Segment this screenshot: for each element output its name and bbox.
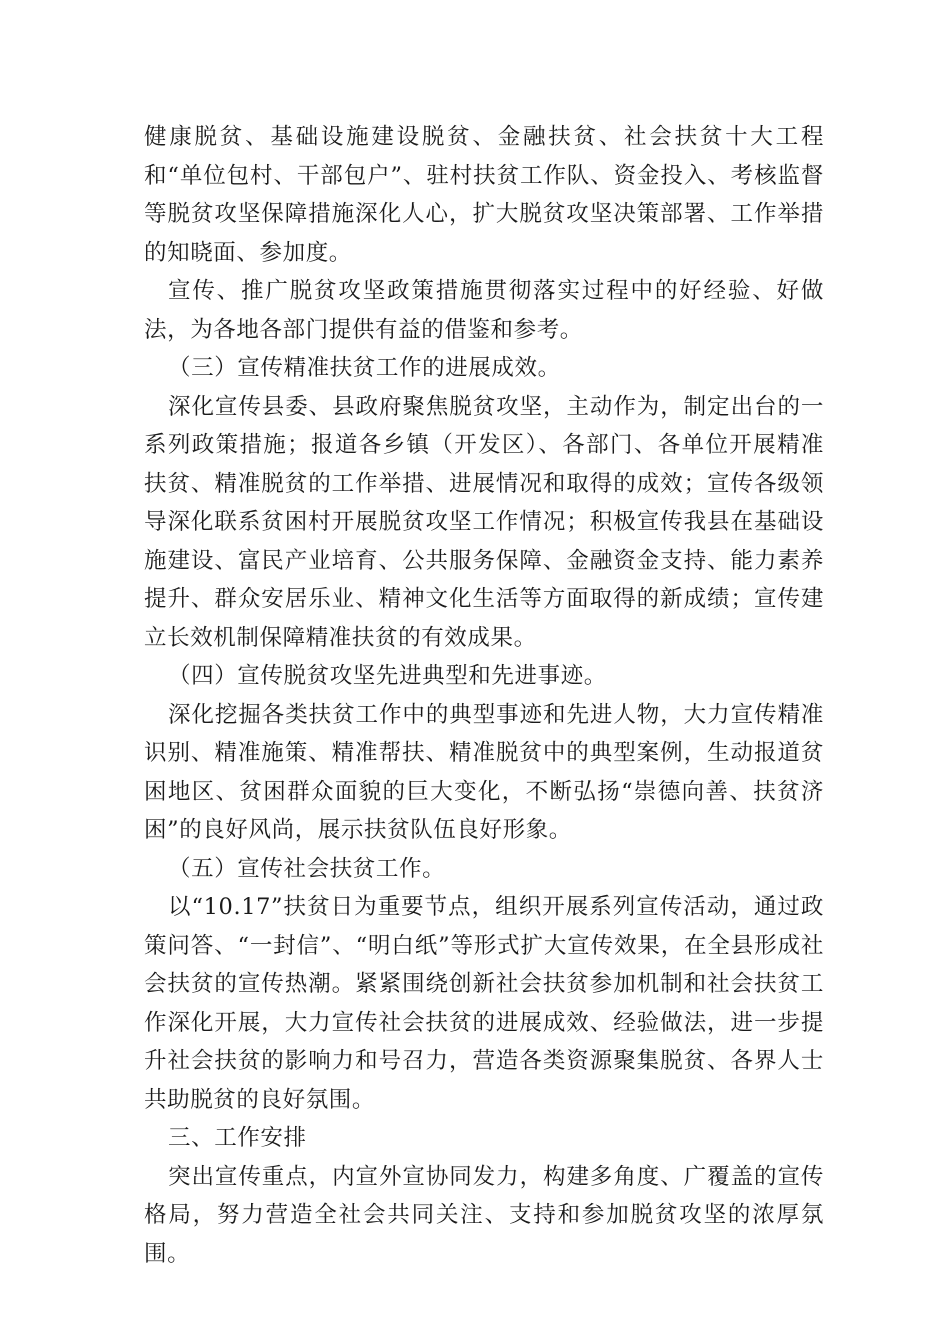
paragraph: 深化挖掘各类扶贫工作中的典型事迹和先进人物，大力宣传精准识别、精准施策、精准帮扶、精准脱贫中的典型案例，生动报道贫困地区、贫困群众面貌的巨大变化，不断弘扬“崇德向善、扶贫济困”的良好风尚，展示扶贫队伍良好形象。	[144, 701, 824, 843]
paragraph: 健康脱贫、基础设施建设脱贫、金融扶贫、社会扶贫十大工程和“单位包村、干部包户”、驻村扶贫工作队、资金投入、考核监督等脱贫攻坚保障措施深化人心，扩大脱贫攻坚决策部署、工作举措的知晓面、参加度。	[144, 124, 824, 266]
section-heading: （五）宣传社会扶贫工作。	[168, 855, 446, 882]
paragraph: 突出宣传重点，内宣外宣协同发力，构建多角度、广覆盖的宣传格局，努力营造全社会共同关注、支持和参加脱贫攻坚的浓厚氛围。	[144, 1163, 824, 1267]
paragraph: 深化宣传县委、县政府聚焦脱贫攻坚，主动作为，制定出台的一系列政策措施；报道各乡镇（开发区）、各部门、各单位开展精准扶贫、精准脱贫的工作举措、进展情况和取得的成效；宣传各级领导深化联系贫困村开展脱贫攻坚工作情况；积极宣传我县在基础设施建设、富民产业培育、公共服务保障、金融资金支持、能力素养提升、群众安居乐业、精神文化生活等方面取得的新成绩；宣传建立长效机制保障精准扶贫的有效成果。	[144, 393, 824, 651]
section-heading: 三、工作安排	[168, 1125, 307, 1151]
document-body	[144, 118, 824, 1273]
section-heading: （三）宣传精准扶贫工作的进展成效。	[168, 355, 561, 381]
paragraph: 宣传、推广脱贫攻坚政策措施贯彻落实过程中的好经验、好做法，为各地各部门提供有益的借鉴和参考。	[144, 278, 824, 343]
section-heading: （四）宣传脱贫攻坚先进典型和先进事迹。	[168, 663, 607, 689]
paragraph: 以“10.17”扶贫日为重要节点，组织开展系列宣传活动，通过政策问答、“一封信”、“明白纸”等形式扩大宣传效果，在全县形成社会扶贫的宣传热潮。紧紧围绕创新社会扶贫参加机制和社会扶贫工作深化开展，大力宣传社会扶贫的进展成效、经验做法，进一步提升社会扶贫的影响力和号召力，营造各类资源聚集脱贫、各界人士共助脱贫的良好氛围。	[144, 894, 824, 1113]
